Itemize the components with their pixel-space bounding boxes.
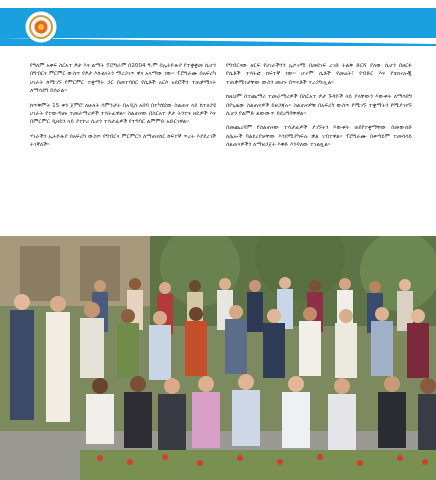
paragraph: ሃገራችን ኢትዮጵያ በአፍሪካ ውስጥ የግብርና ምርምርን ለማጠናከር ከፍተኛ ጥረት እያደረገች ትገኛለች። <box>30 133 216 149</box>
paragraph: የግብርናው ዘርፍ የሀገራችንን ኢኮኖሚ በመደገፍ ረገድ ትልቅ ድርሻ ያለው ሲሆን በዘርፉ የሴቶች ተሳትፎ ከፍተኛ ነው። ሆኖም ሴቶች የመሬት፣ የብድር እና የቴክኖሎጂ ተጠቃሚነታቸው ውስን መሆኑ በጥናቶች ተረጋግጧል። <box>226 63 412 86</box>
emblem-logo-icon <box>24 10 58 44</box>
article-left-column <box>30 62 216 232</box>
banner-graphic <box>0 0 436 46</box>
header-banner <box>0 0 436 46</box>
group-photo-illustration <box>0 236 436 480</box>
paragraph: በመጨረሻም የስልጠናው ተሳታፊዎች ያገኙትን እውቀት ወደየተቋማቸው በመውሰድ ለሌሎች ባልደረቦቻቸው እንደሚያካፍሉ ቃል ገብተዋል። ፕሮግራሙ በቀጣይም ተመሳሳይ ስልጠናዎችን ለማዘጋጀት እቅድ እንዳለው ተገልጿል። <box>226 125 412 149</box>
article-right-column <box>226 62 412 232</box>
paragraph: ከዚህም በተጨማሪ ተመራማሪዎች በስርአተ ፆታ ጉዳዮች ላይ ያላቸውን እውቀት ለማሳደግ በየጊዜው ስልጠናዎች ይዘጋጃሉ። ስልጠናዎቹ በአፍሪካ ውስጥ የሚገኙ ተቋማትን የሚያገናኙ ሲሆን የልምድ ልውውጥ ይደረግባቸዋል። <box>226 94 412 118</box>
banner-stripe <box>0 8 436 38</box>
paragraph: የዓለም አቀፍ ስርአተ ፆታ እና ልማት ፕሮግራም በ2004 ዓ.ም በኢትዮጵያ የተቋቋመ ሲሆን በግብርና ምርምር ውስጥ የፆታ እኩልነትን ማረጋገጥ ዋና አላማው ነው። ፕሮግራሙ በአፍሪካ ሀገራት ከሚገኙ የምርምር ተቋማት ጋር በመተባበር የሴቶች አርሶ አደሮችን ተጠቃሚነት ለማሳደግ ይሰራል። <box>30 63 216 95</box>
group-photo <box>0 236 436 480</box>
paragraph: ከጥቅምት 15 ቀን ጀምሮ ለሁለት ሳምንታት በአዲስ አበባ በተካሄደው ስልጠና ላይ ከተለያዩ ሀገራት የተውጣጡ ተመራማሪዎች ተሳትፈዋል። ስልጠናው በስርአተ ፆታ ትንተና ዘዴዎች እና በምርምር ዲዛይን ላይ ያተኮረ ሲሆን ተሳታፊዎች የተግባር ልምምድ አድርገዋል። <box>30 102 216 126</box>
